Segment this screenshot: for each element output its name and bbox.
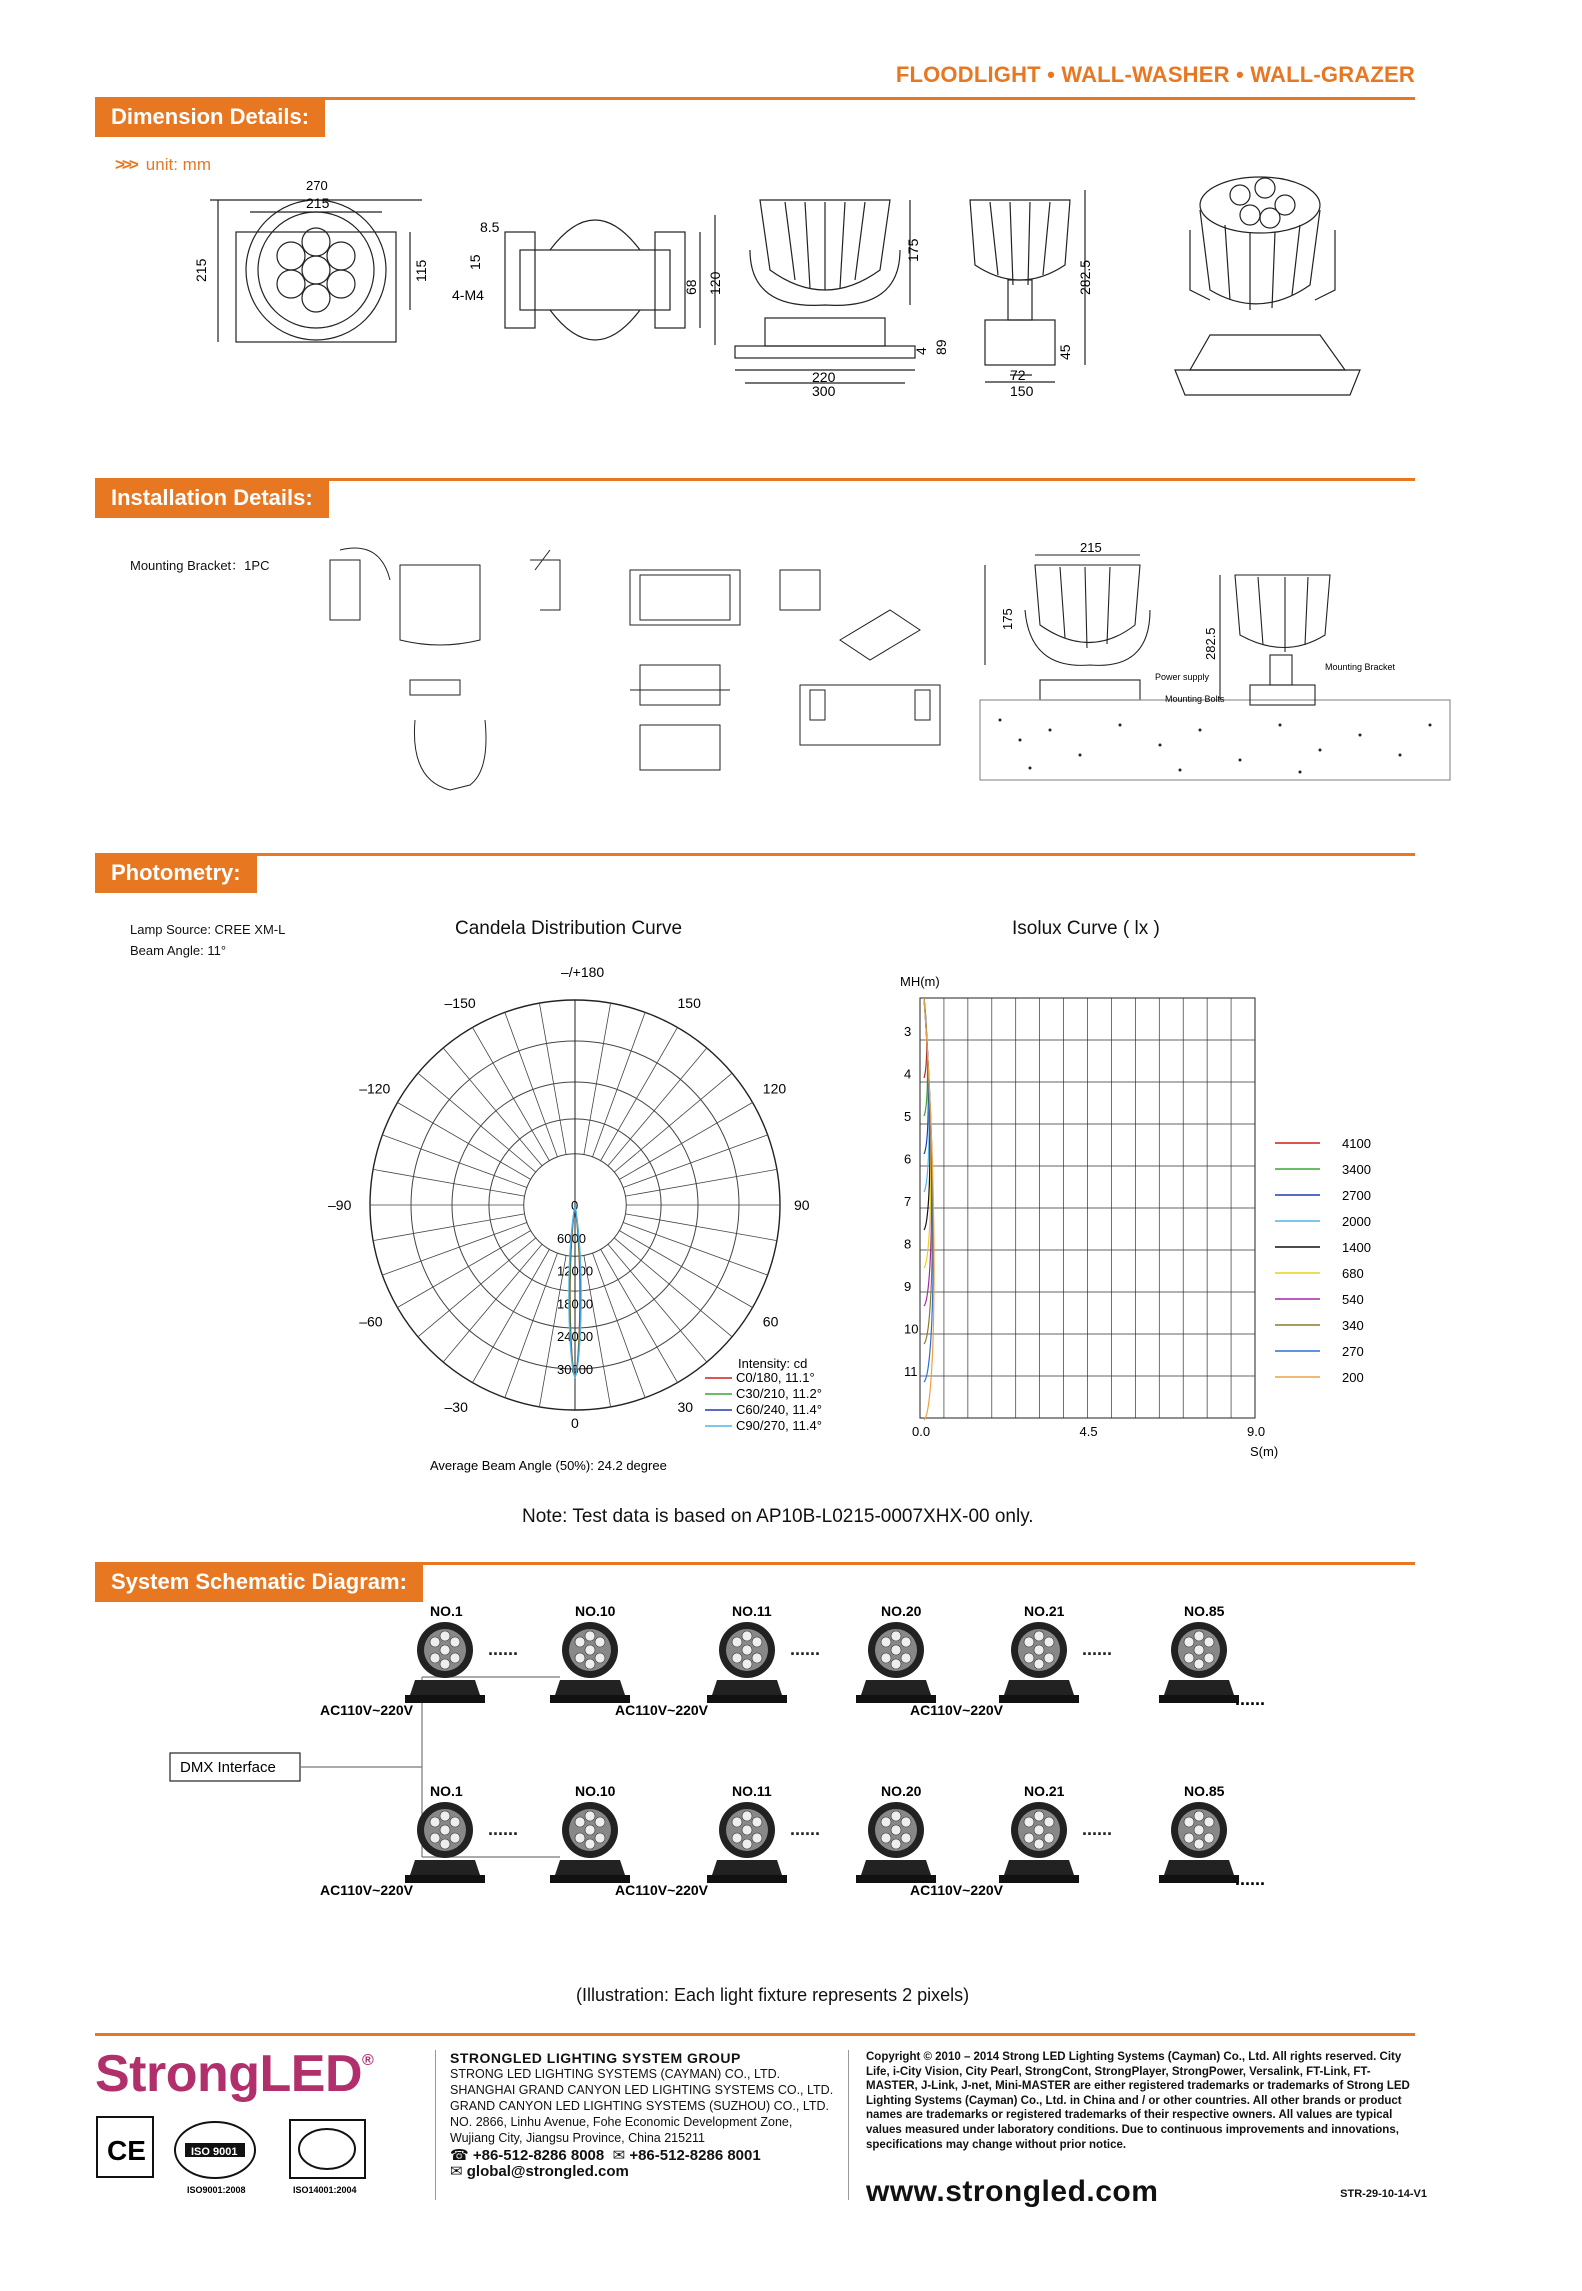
fixture-label: NO.20: [881, 1783, 922, 1799]
isolux-y-tick: 7: [904, 1194, 912, 1209]
polar-ring-label: 12000: [557, 1263, 594, 1279]
floodlight-fixture-icon: [405, 1622, 485, 1703]
ce-mark-text: CE: [107, 2135, 146, 2166]
polar-spoke: [584, 1003, 611, 1154]
installation-drawings: [300, 540, 1420, 800]
polar-ring-label: 18000: [557, 1296, 594, 1312]
polar-angle-label: 0: [571, 1415, 579, 1431]
section-title-schematic: System Schematic Diagram:: [95, 1562, 423, 1602]
floodlight-fixture-icon: [405, 1802, 485, 1883]
callout-mounting-bracket: Mounting Bracket: [1325, 662, 1396, 672]
polar-legend-label: C0/180, 11.1°: [736, 1370, 815, 1385]
beam-angle: Beam Angle: 11°: [130, 943, 227, 958]
average-beam-angle: Average Beam Angle (50%): 24.2 degree: [430, 1458, 667, 1473]
fixture-label: NO.21: [1024, 1603, 1065, 1619]
lamp-source: Lamp Source: CREE XM-L: [130, 922, 286, 937]
polar-legend-label: C90/270, 11.4°: [736, 1418, 822, 1433]
polar-angle-label: –60: [359, 1313, 383, 1330]
ellipsis: ......: [1082, 1819, 1113, 1839]
view3-w1: 220: [812, 369, 836, 385]
bracket-drawings: [330, 548, 940, 790]
cert1-label: ISO9001:2008: [187, 2185, 246, 2195]
ellipsis: ......: [1235, 1869, 1266, 1889]
isolux-x-tick: 4.5: [1079, 1424, 1098, 1439]
isolux-legend-label: 200: [1342, 1370, 1364, 1385]
company-line: Wujiang City, Jiangsu Province, China 215211: [450, 2131, 706, 2145]
perspective-view-drawing: [1175, 177, 1360, 395]
view3-b: 4: [913, 347, 929, 355]
side-e: 120: [707, 271, 723, 295]
voltage-label: AC110V~220V: [320, 1702, 414, 1718]
polar-angle-label: 150: [677, 995, 701, 1012]
fixture-label: NO.10: [575, 1603, 616, 1619]
floodlight-fixture-icon: [856, 1802, 936, 1883]
gravel-texture: [999, 719, 1432, 774]
website-link[interactable]: www.strongled.com: [866, 2175, 1159, 2208]
polar-spoke: [373, 1169, 524, 1196]
front-view-drawing: [210, 200, 422, 342]
polar-chart-title: Candela Distribution Curve: [455, 918, 683, 939]
fax-icon: ✉: [612, 2147, 626, 2164]
photometry-note: Note: Test data is based on AP10B-L0215-0007XHX-00 only.: [522, 1506, 1034, 1527]
email[interactable]: global@strongled.com: [466, 2163, 629, 2180]
isolux-legend-label: 340: [1342, 1318, 1364, 1333]
polar-spoke: [625, 1214, 776, 1241]
fixture-label: NO.11: [732, 1783, 772, 1799]
isolux-legend-label: 1400: [1342, 1240, 1371, 1255]
callout-power-supply: Power supply: [1155, 672, 1210, 682]
polar-angle-label: –150: [444, 995, 476, 1012]
certification-badges: [95, 2115, 425, 2195]
view3-w2: 300: [812, 383, 836, 399]
company-line: STRONG LED LIGHTING SYSTEMS (CAYMAN) CO., LTD.: [450, 2067, 781, 2081]
isolux-legend-label: 3400: [1342, 1162, 1371, 1177]
view3-c: 89: [933, 339, 949, 355]
polar-ring-label: 6000: [557, 1230, 586, 1246]
voltage-label: AC110V~220V: [615, 1882, 709, 1898]
footer-divider: [435, 2050, 436, 2200]
fixture-label: NO.1: [430, 1783, 463, 1799]
polar-spoke: [373, 1214, 524, 1241]
cert2-label: ISO14001:2004: [293, 2185, 357, 2195]
polar-spoke: [539, 1003, 566, 1154]
floodlight-fixture-icon: [550, 1622, 630, 1703]
candela-distribution-chart: [328, 960, 860, 1480]
fixture-label: NO.85: [1184, 1603, 1225, 1619]
unit-text: unit: mm: [145, 155, 211, 174]
side-a: 8.5: [480, 219, 500, 235]
company-line: NO. 2866, Linhu Avenue, Fohe Economic Development Zone,: [450, 2115, 793, 2129]
footer-divider: [848, 2050, 849, 2200]
isolux-y-tick: 10: [904, 1321, 919, 1337]
section-rule: [95, 853, 1415, 856]
polar-ring-label: 30000: [557, 1362, 594, 1377]
fixture-label: NO.1: [430, 1603, 463, 1619]
polar-legend-label: C30/210, 11.2°: [736, 1386, 822, 1401]
side-d: 68: [683, 279, 699, 295]
fixture-label: NO.21: [1024, 1783, 1065, 1799]
voltage-label: AC110V~220V: [910, 1702, 1004, 1718]
view4-h2: 282.5: [1077, 259, 1093, 295]
polar-ring-label: 24000: [557, 1329, 594, 1345]
fax: +86-512-8286 8001: [629, 2147, 761, 2164]
isolux-x-title: S(m): [1250, 1444, 1279, 1459]
isolux-y-tick: 4: [904, 1066, 912, 1082]
isolux-y-tick: 3: [904, 1024, 912, 1039]
polar-spoke: [397, 1231, 530, 1308]
install-w: 215: [1080, 540, 1102, 555]
floodlight-fixture-icon: [1159, 1622, 1239, 1703]
floodlight-fixture-icon: [856, 1622, 936, 1703]
fixture-label: NO.11: [732, 1603, 772, 1619]
polar-spoke: [473, 1249, 550, 1382]
isolux-y-tick: 9: [904, 1279, 912, 1294]
chevron-right-icon: >>>: [115, 155, 136, 174]
schematic-illustration-note: (Illustration: Each light fixture represents 2 pixels): [576, 1985, 970, 2005]
copyright-text: Copyright © 2010 – 2014 Strong LED Lighting Systems (Cayman) Co., Ltd. All rights reserved. City Life, i-City Vision, City Pearl, StrongCont, StrongPlayer, StrongPower, Versalink, FT-Link, FT-MASTER, J-Link, J-net, Mini-MASTER are either registered trademarks or trademarks of Strong LED Lighting Systems (Cayman) Co., Ltd. in China and / or other countries. All other brands or product names are trademarks or registered trademarks of their respective owners. All values are typical values measured under laboratory conditions. Due to continuous improvements and innovations, specifications may change without prior notice.: [866, 2051, 1410, 2151]
polar-angle-label: 120: [762, 1080, 787, 1097]
isolux-y-tick: 5: [904, 1109, 912, 1124]
polar-spoke: [625, 1169, 776, 1196]
schematic-diagram: [160, 1600, 1420, 2020]
floodlight-fixture-icon: [707, 1622, 787, 1703]
floodlight-fixture-icon: [1159, 1802, 1239, 1883]
isolux-legend-label: 540: [1342, 1292, 1364, 1307]
ellipsis: ......: [790, 1639, 821, 1659]
polar-legend-title: Intensity: cd: [738, 1356, 808, 1371]
fixture-label: NO.20: [881, 1603, 922, 1619]
isolux-legend-label: 680: [1342, 1266, 1364, 1281]
polar-angle-label: 30: [677, 1398, 694, 1415]
isolux-legend-label: 270: [1342, 1344, 1364, 1359]
polar-legend-label: C60/240, 11.4°: [736, 1402, 822, 1417]
isolux-legend-label: 2700: [1342, 1188, 1371, 1203]
polar-angle-label: –/+180: [561, 964, 605, 980]
section-title-photometry: Photometry:: [95, 853, 257, 893]
isolux-legend-label: 2000: [1342, 1214, 1371, 1229]
isolux-chart-title: Isolux Curve ( lx ): [1012, 918, 1160, 939]
ellipsis: ......: [1235, 1689, 1266, 1709]
front-w2: 215: [306, 195, 330, 211]
isolux-chart: [880, 960, 1420, 1480]
dimension-drawings: [190, 170, 1420, 410]
polar-angle-label: –90: [328, 1197, 352, 1213]
view3-drawing: [735, 200, 915, 383]
polar-angle-label: –30: [444, 1398, 468, 1415]
polar-angle-label: 60: [762, 1313, 779, 1330]
brand-name: StrongLED: [95, 2045, 363, 2103]
polar-spoke: [619, 1231, 752, 1308]
mounting-bracket-label: Mounting Bracket：1PC: [130, 558, 270, 573]
ellipsis: ......: [488, 1819, 519, 1839]
company-info: [450, 2050, 840, 2180]
ellipsis: ......: [488, 1639, 519, 1659]
brand-reg: ®: [362, 2052, 374, 2069]
section-title-installation: Installation Details:: [95, 478, 329, 518]
side-b: 15: [467, 254, 483, 270]
polar-spoke: [397, 1103, 530, 1180]
ellipsis: ......: [790, 1819, 821, 1839]
isolux-y-tick: 11: [904, 1364, 918, 1379]
floodlight-fixture-icon: [550, 1802, 630, 1883]
voltage-label: AC110V~220V: [910, 1882, 1004, 1898]
side-c: 4-M4: [452, 287, 484, 303]
section-title-dimension: Dimension Details:: [95, 97, 325, 137]
floodlight-fixture-icon: [707, 1802, 787, 1883]
phone-icon: ☎: [450, 2147, 469, 2164]
voltage-label: AC110V~220V: [320, 1882, 414, 1898]
polar-ring-label: 0: [571, 1198, 579, 1213]
front-h1: 215: [193, 258, 209, 282]
polar-spoke: [601, 1027, 678, 1160]
isolux-y-tick: 6: [904, 1151, 912, 1167]
dmx-interface-label: DMX Interface: [180, 1759, 276, 1776]
polar-spoke: [601, 1249, 678, 1382]
brand-logo: [95, 2044, 373, 2104]
polar-spoke: [473, 1027, 550, 1160]
polar-angle-label: –120: [359, 1080, 391, 1097]
view4-w2: 150: [1010, 383, 1034, 399]
email-icon: ✉: [450, 2163, 463, 2180]
footer-rule: [95, 2033, 1415, 2036]
view4-h1: 45: [1057, 344, 1073, 360]
polar-angle-label: 90: [794, 1197, 810, 1213]
front-w1: 270: [306, 178, 328, 193]
company-line: GRAND CANYON LED LIGHTING SYSTEMS (SUZHOU) CO., LTD.: [450, 2099, 829, 2113]
view4-w1: 72: [1010, 367, 1026, 383]
floodlight-fixture-icon: [999, 1622, 1079, 1703]
front-h2: 115: [413, 259, 429, 282]
isolux-x-tick: 0.0: [912, 1424, 931, 1439]
polar-spoke: [619, 1103, 752, 1180]
iso9001-badge-text: ISO 9001: [191, 2146, 238, 2158]
floodlight-fixture-icon: [999, 1802, 1079, 1883]
isolux-x-tick: 9.0: [1247, 1424, 1266, 1439]
company-head: STRONGLED LIGHTING SYSTEM GROUP: [450, 2050, 741, 2066]
isolux-y-title: MH(m): [900, 974, 940, 989]
install-h2: 282.5: [1203, 627, 1218, 660]
document-code: STR-29-10-14-V1: [1340, 2188, 1427, 2200]
fixture-label: NO.85: [1184, 1783, 1225, 1799]
fixture-label: NO.10: [575, 1783, 616, 1799]
isolux-y-tick: 8: [904, 1236, 912, 1252]
isolux-legend-label: 4100: [1342, 1136, 1371, 1151]
view3-h: 175: [905, 238, 921, 262]
ellipsis: ......: [1082, 1639, 1113, 1659]
voltage-label: AC110V~220V: [615, 1702, 709, 1718]
callout-mounting-bolts: Mounting Bolts: [1165, 694, 1225, 704]
tel: +86-512-8286 8008: [472, 2147, 605, 2164]
company-line: SHANGHAI GRAND CANYON LED LIGHTING SYSTEMS CO., LTD.: [450, 2083, 834, 2097]
product-category: FLOODLIGHT • WALL-WASHER • WALL-GRAZER: [895, 62, 1415, 87]
install-h: 175: [1000, 608, 1015, 630]
